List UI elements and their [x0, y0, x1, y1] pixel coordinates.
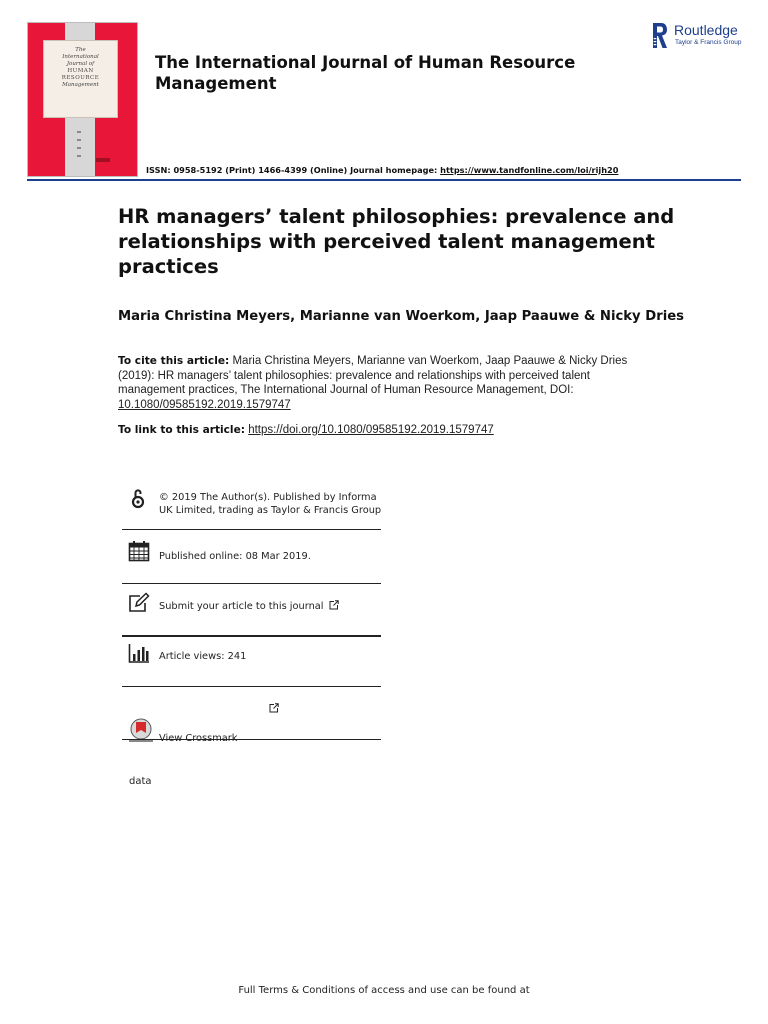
open-access-icon	[128, 487, 150, 509]
external-link-icon	[329, 600, 339, 610]
citation-label: To cite this article:	[118, 355, 230, 367]
published-date: Published online: 08 Mar 2019.	[159, 551, 311, 562]
cover-line: Journal of	[66, 61, 95, 67]
link-block	[118, 424, 494, 436]
external-link-icon	[269, 703, 279, 713]
cover-plate	[43, 40, 118, 118]
article-doi-link[interactable]: https://doi.org/10.1080/09585192.2019.1579747	[248, 424, 494, 436]
submit-article-link[interactable]	[159, 600, 339, 612]
data-label: data	[129, 776, 152, 787]
publisher-name: Routledge	[674, 22, 738, 38]
publisher-logo[interactable]	[652, 22, 752, 50]
journal-cover	[27, 22, 138, 177]
cover-publisher-mark	[96, 158, 110, 162]
article-authors: Maria Christina Meyers, Marianne van Woerkom, Jaap Paauwe & Nicky Dries	[118, 309, 685, 324]
info-divider	[122, 635, 381, 637]
article-views: Article views: 241	[159, 651, 247, 662]
bar-chart-icon	[128, 642, 150, 664]
edit-icon	[128, 592, 150, 614]
journal-homepage-link[interactable]: https://www.tandfonline.com/loi/rijh20	[440, 165, 619, 175]
cover-line: Management	[62, 82, 99, 88]
cover-marks	[76, 131, 82, 163]
license-text: © 2019 The Author(s). Published by Informa UK Limited, trading as Taylor & Francis Group	[159, 492, 382, 516]
journal-title: The International Journal of Human Resource Management	[155, 53, 576, 93]
issn-text: ISSN: 0958-5192 (Print) 1466-4399 (Online) Journal homepage:	[146, 165, 441, 175]
article-title: HR managers’ talent philosophies: prevalence and relationships with perceived talent management practices	[118, 205, 675, 278]
link-label: To link to this article:	[118, 424, 245, 436]
issn-line	[146, 165, 618, 175]
header-divider	[27, 179, 741, 181]
cover-line: International	[62, 54, 99, 60]
crossmark-icon[interactable]	[128, 718, 154, 744]
info-divider	[122, 686, 381, 687]
citation-doi-link[interactable]: 10.1080/09585192.2019.1579747	[118, 398, 291, 411]
calendar-icon	[128, 540, 150, 562]
info-divider	[122, 739, 381, 740]
cover-line: HUMAN	[67, 68, 94, 74]
publisher-sub: Taylor & Francis Group	[675, 39, 742, 46]
submit-article-label: Submit your article to this journal	[159, 601, 324, 612]
cover-line: The	[75, 47, 86, 53]
crossmark-link[interactable]: View Crossmark	[159, 733, 238, 744]
citation-block	[118, 354, 648, 412]
info-divider	[122, 583, 381, 584]
citation-text: Maria Christina Meyers, Marianne van Woerkom, Jaap Paauwe & Nicky Dries (2019): HR managers’ talent philosophies: prevalence and relationships with perceived talent management practices, The International Journal of Human Resource Management, DOI:	[118, 355, 628, 396]
routledge-r-icon	[652, 22, 668, 49]
cover-line: RESOURCE	[61, 75, 100, 81]
terms-footer: Full Terms & Conditions of access and use can be found at	[238, 985, 530, 996]
info-divider	[122, 529, 381, 530]
